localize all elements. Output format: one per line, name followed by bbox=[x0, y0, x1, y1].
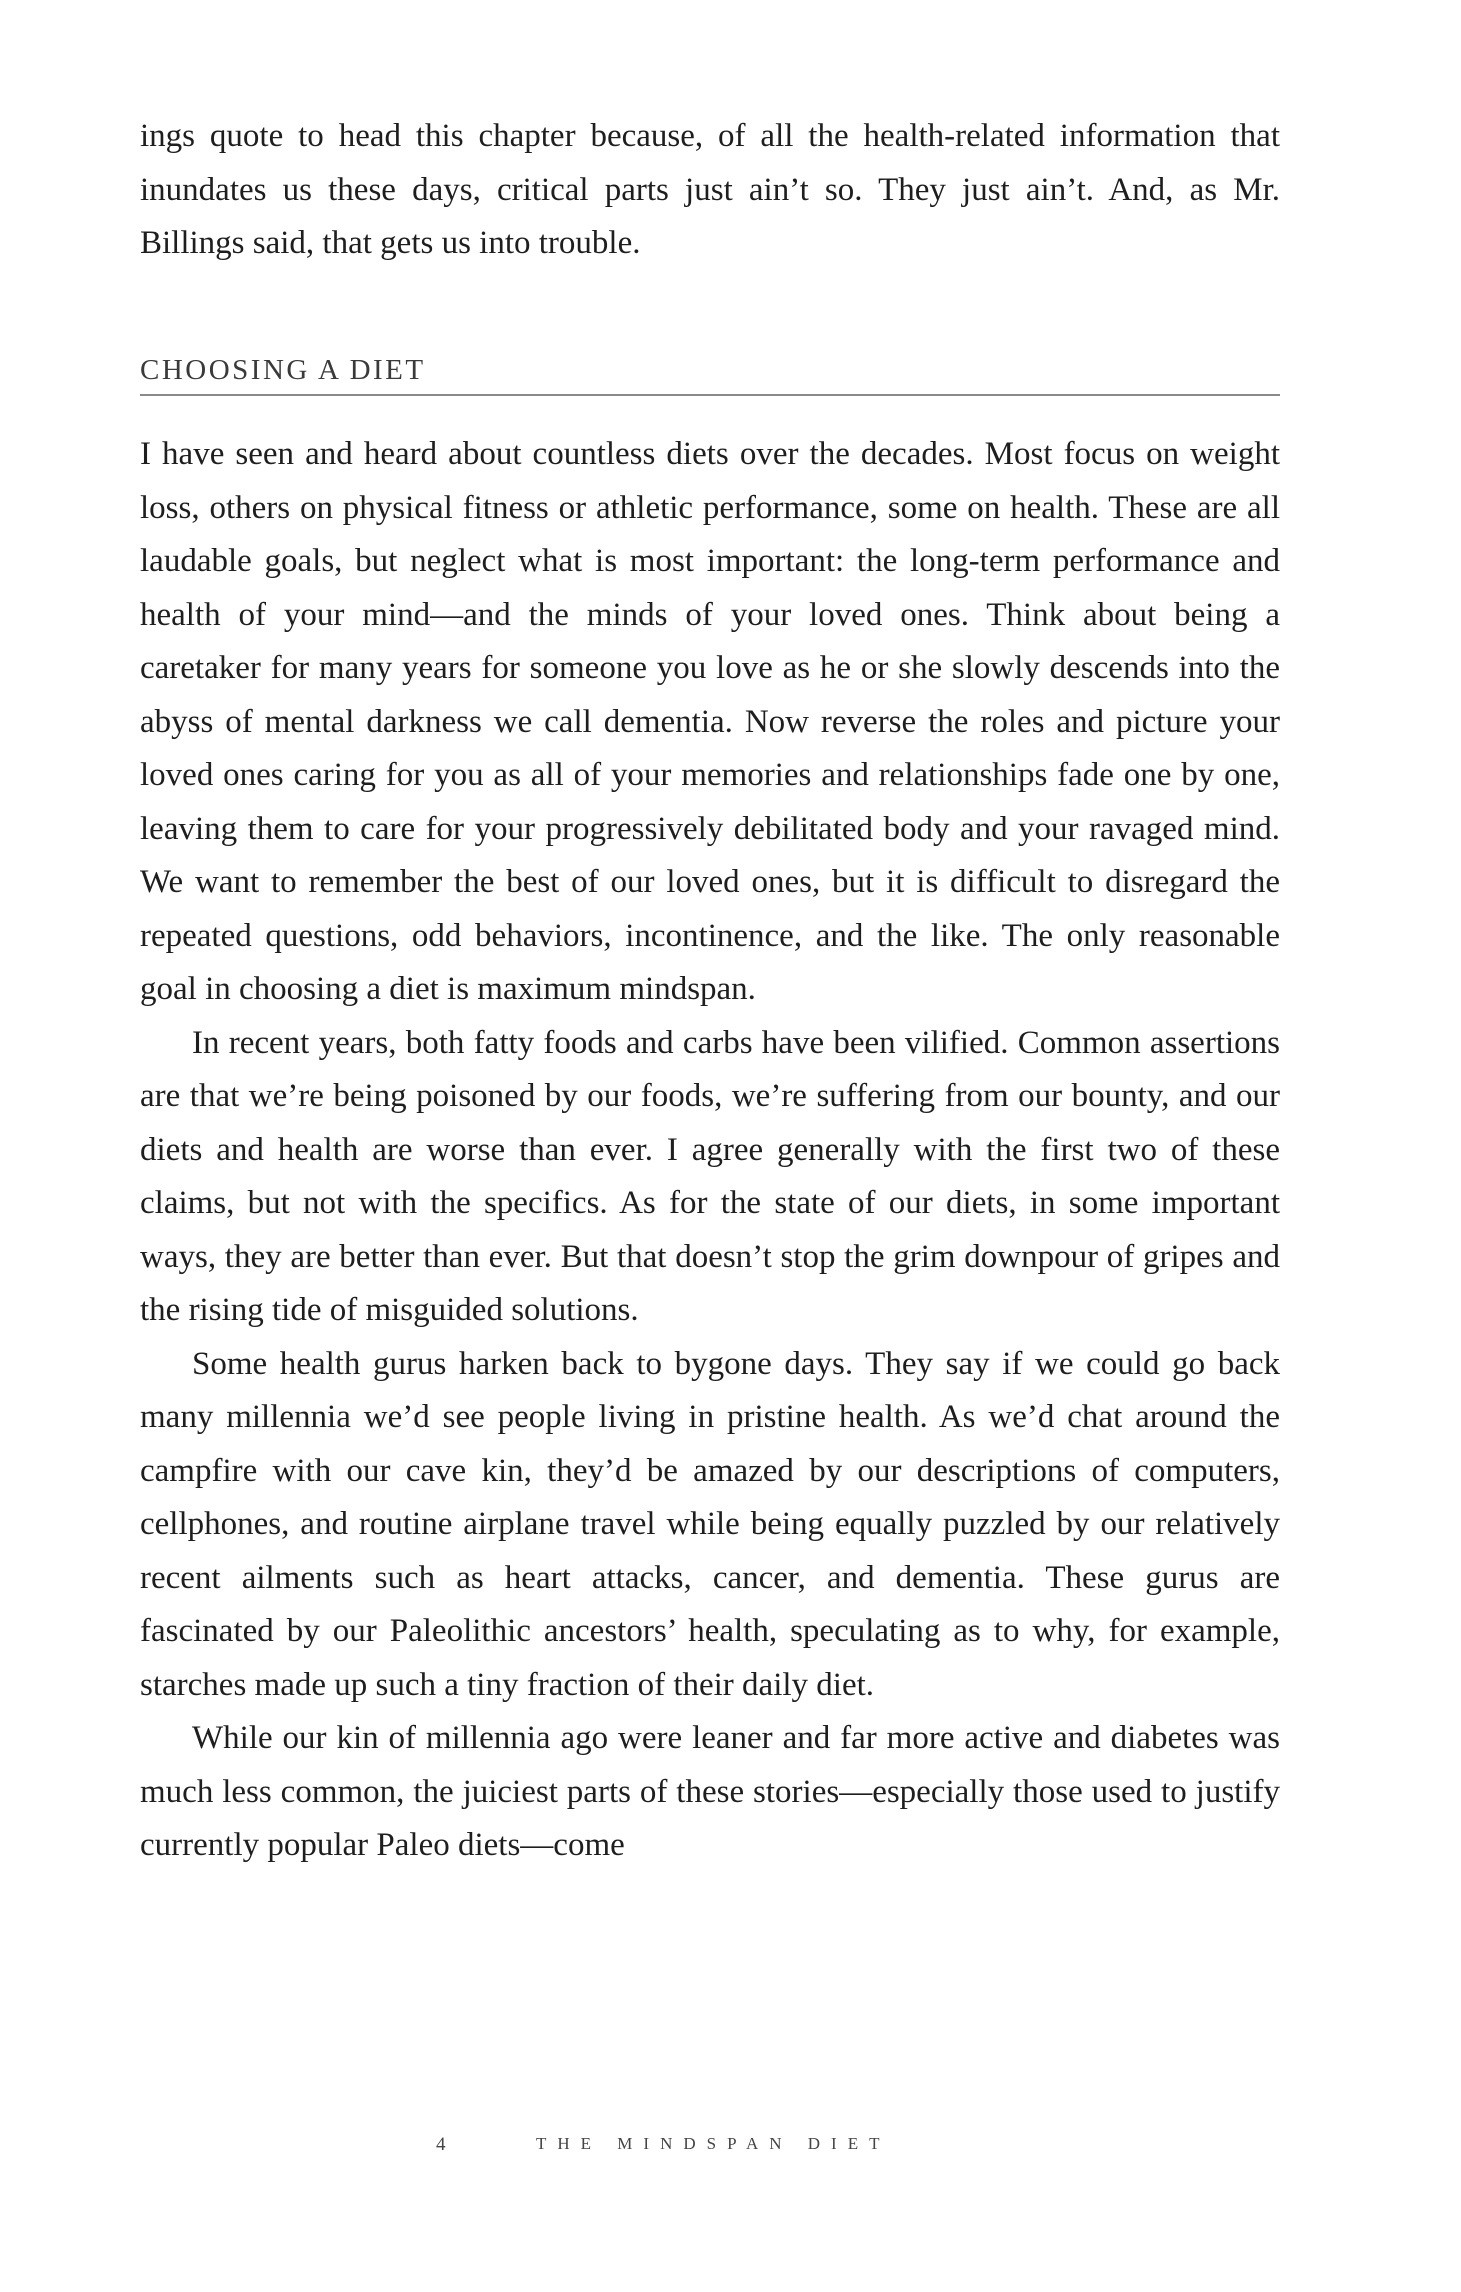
intro-paragraph: ings quote to head this chapter because, of all the health-related information that inundates us these days, critical parts just ain’t so. They just ain’t. And, as Mr. Billings said, that gets us into trouble. bbox=[140, 118, 1280, 261]
intro-text-block bbox=[140, 110, 1280, 271]
section-body bbox=[140, 428, 1280, 1873]
page-footer bbox=[0, 2134, 1461, 2164]
section-heading: CHOOSING A DIET bbox=[140, 352, 1280, 396]
body-paragraph-4: While our kin of millennia ago were leaner and far more active and diabetes was much less common, the juiciest parts of these stories—especially those used to justify currently popular Paleo diets—come bbox=[140, 1720, 1280, 1863]
body-paragraph-2: In recent years, both fatty foods and carbs have been vilified. Common assertions are that we’re being poisoned by our foods, we’re suffering from our bounty, and our diets and health are worse than ever. I agree generally with the first two of these claims, but not with the specifics. As for the state of our diets, in some important ways, they are better than ever. But that doesn’t stop the grim downpour of gripes and the rising tide of misguided solutions. bbox=[140, 1024, 1280, 1328]
body-paragraph-1: I have seen and heard about countless diets over the decades. Most focus on weight loss, others on physical fitness or athletic performance, some on health. These are all laudable goals, but neglect what is most important: the long-term performance and health of your mind—and the minds of your loved ones. Think about being a caretaker for many years for someone you love as he or she slowly descends into the abyss of mental darkness we call dementia. Now reverse the roles and picture your loved ones caring for you as all of your memories and relationships fade one by one, leaving them to care for your progressively debilitated body and your ravaged mind. We want to remember the best of our loved ones, but it is difficult to disregard the repeated questions, odd behaviors, incontinence, and the like. The only reasonable goal in choosing a diet is maximum mindspan. bbox=[140, 436, 1280, 1007]
running-title: THE MINDSPAN DIET bbox=[536, 2134, 891, 2153]
page-number: 4 bbox=[436, 2134, 446, 2155]
body-paragraph-3: Some health gurus harken back to bygone days. They say if we could go back many millennia we’d see people living in pristine health. As we’d chat around the campfire with our cave kin, they’d be amazed by our descriptions of computers, cellphones, and routine airplane travel while being equally puzzled by our relatively recent ailments such as heart attacks, cancer, and dementia. These gurus are fascinated by our Paleolithic ancestors’ health, speculating as to why, for example, starches made up such a tiny fraction of their daily diet. bbox=[140, 1345, 1280, 1703]
